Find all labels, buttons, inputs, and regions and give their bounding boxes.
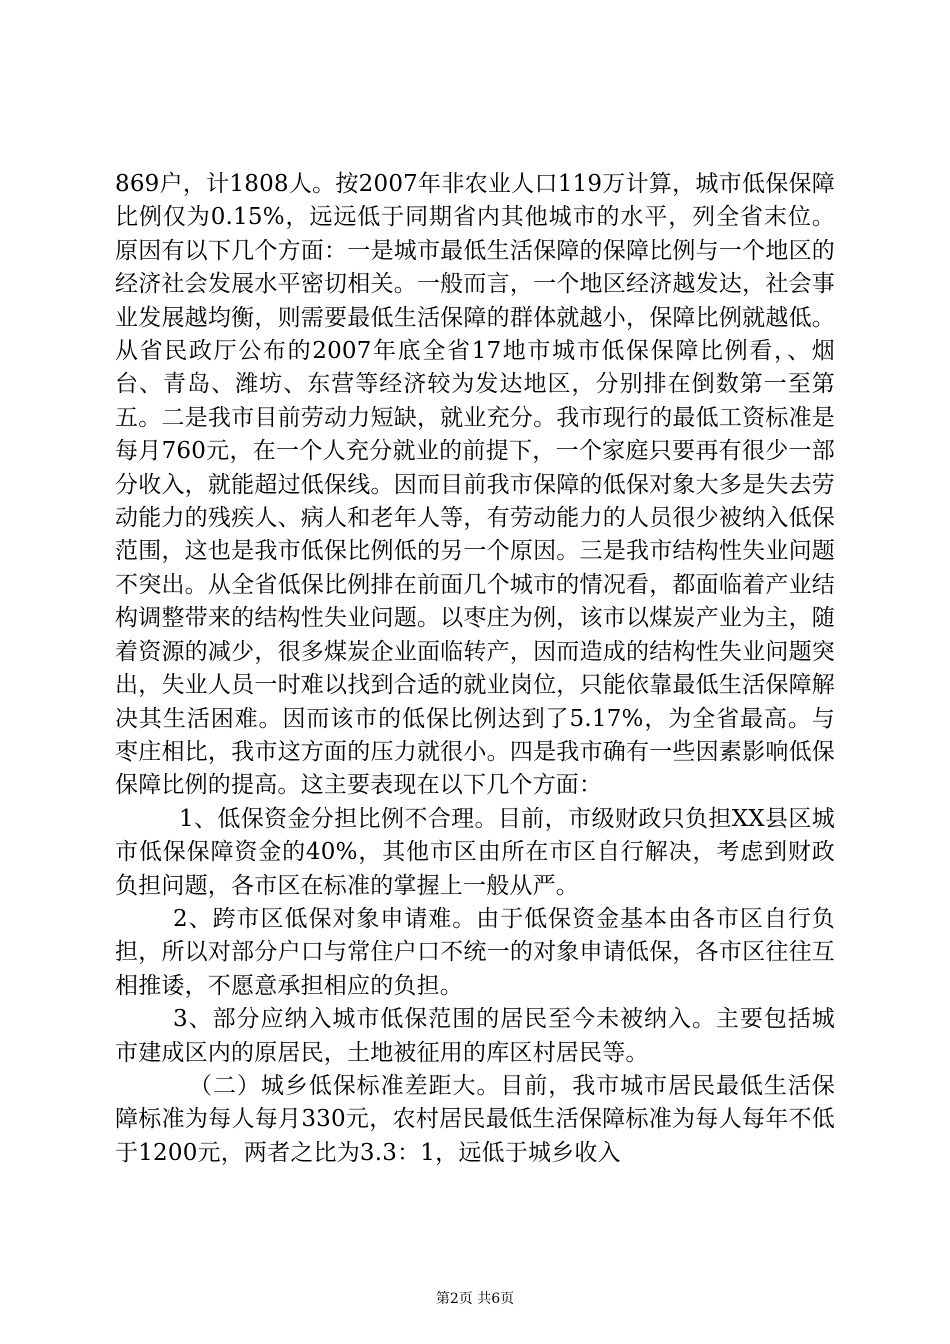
paragraph-urban-rural-gap: （二）城乡低保标准差距大。目前，我市城市居民最低生活保障标准为每人每月330元，农村居民最低生活保障标准为每人每年不低于1200元，两者之比为3.3：1，远低于城乡收入 bbox=[115, 1072, 835, 1166]
paragraph-funding-share: 1、低保资金分担比例不合理。目前，市级财政只负担XX县区城市低保保障资金的40%，其他市区由所在市区自行解决，考虑到财政负担问题，各市区在标准的掌握上一般从严。 bbox=[115, 805, 835, 899]
paragraph-cross-district-application: 2、跨市区低保对象申请难。由于低保资金基本由各市区自行负担，所以对部分户口与常住户口不统一的对象申请低保，各市区往往互相推诿，不愿意承担相应的负担。 bbox=[115, 905, 835, 999]
paragraph-uncovered-residents: 3、部分应纳入城市低保范围的居民至今未被纳入。主要包括城市建成区内的原居民，土地被征用的库区村居民等。 bbox=[115, 1006, 835, 1066]
paragraph-low-income-ratio: 869户，计1808人。按2007年非农业人口119万计算，城市低保保障比例仅为0.15%，远远低于同期省内其他城市的水平，列全省末位。原因有以下几个方面：一是城市最低生活保障的保障比例与一个地区的经济社会发展水平密切相关。一般而言，一个地区经济越发达，社会事业发展越均衡，则需要最低生活保障的群体就越小，保障比例就越低。从省民政厅公布的2007年底全省17地市城市低保保障比例看，、烟台、青岛、潍坊、东营等经济较为发达地区，分别排在倒数第一至第五。二是我市目前劳动力短缺，就业充分。我市现行的最低工资标准是每月760元，在一个人充分就业的前提下，一个家庭只要再有很少一部分收入，就能超过低保线。因而目前我市保障的低保对象大多是失去劳动能力的残疾人、病人和老年人等，有劳动能力的人员很少被纳入低保范围，这也是我市低保比例低的另一个原因。三是我市结构性失业问题不突出。从全省低保比例排在前面几个城市的情况看，都面临着产业结构调整带来的结构性失业问题。以枣庄为例，该市以煤炭产业为主，随着资源的减少，很多煤炭企业面临转产，因而造成的结构性失业问题突出，失业人员一时难以找到合适的就业岗位，只能依靠最低生活保障解决其生活困难。因而该市的低保比例达到了5.17%，为全省最高。与枣庄相比，我市这方面的压力就很小。四是我市确有一些因素影响低保保障比例的提高。这主要表现在以下几个方面： bbox=[115, 171, 835, 799]
page-number-footer: 第2页 共6页 bbox=[435, 1291, 515, 1307]
document-body bbox=[115, 168, 835, 1170]
